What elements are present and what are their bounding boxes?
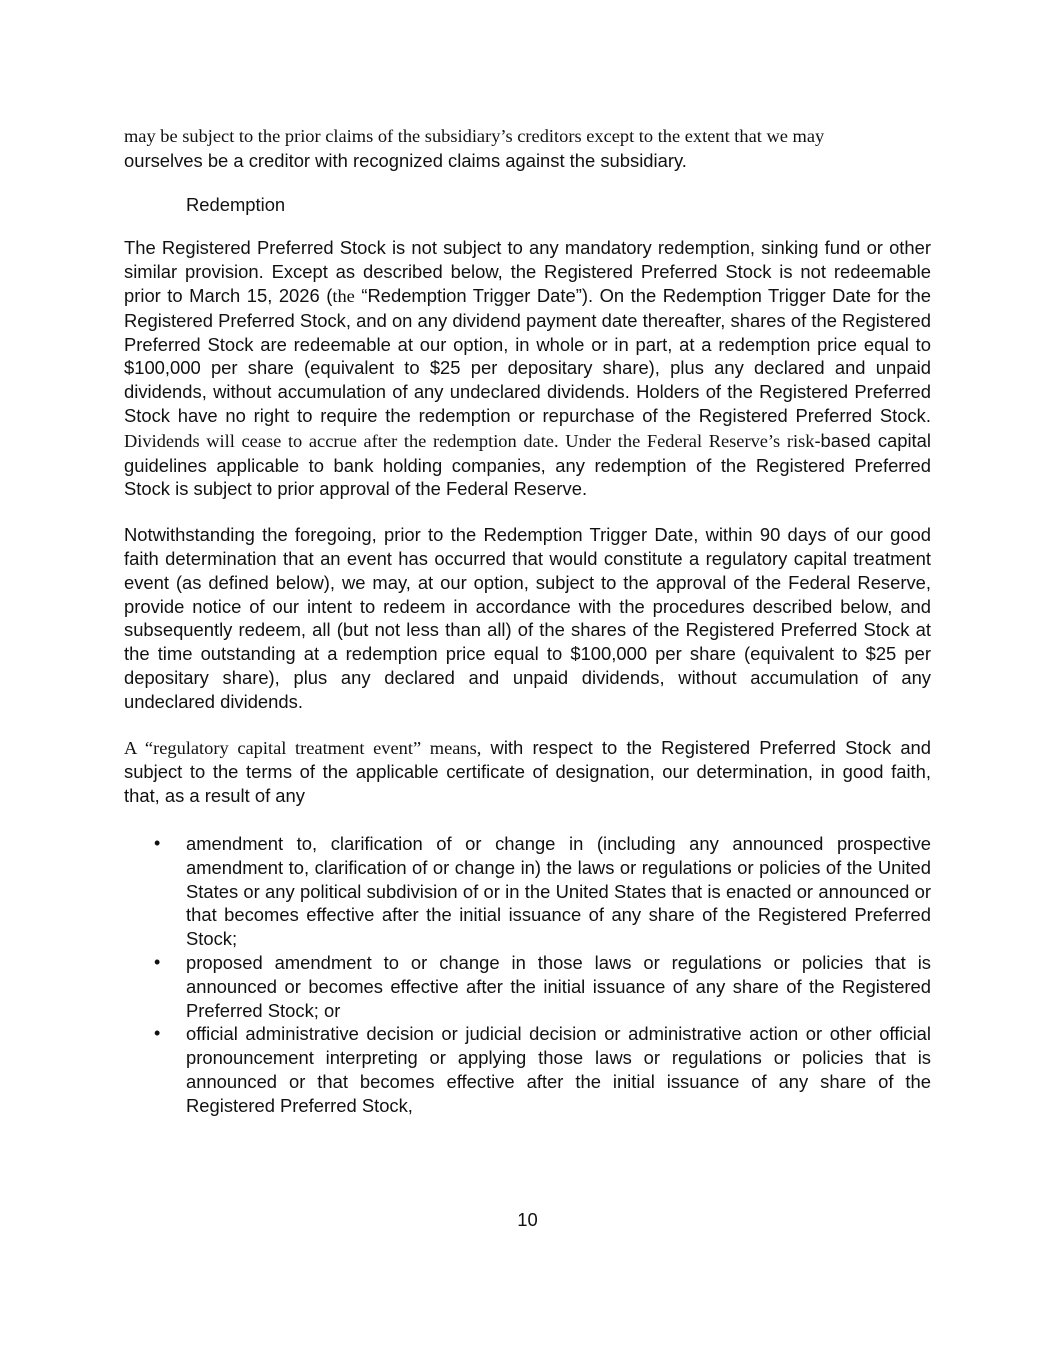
paragraph-redemption-terms [124,236,931,501]
bullet-list [124,832,931,1118]
paragraph-subsidiary-claims [124,124,931,173]
paragraph-regulatory-redemption: Notwithstanding the foregoing, prior to the Redemption Trigger Date, within 90 days of our good faith determination that an event has occurred that would constitute a regulatory capital treatment event (as defined below), we may, at our option, subject to the approval of the Federal Reserve, provide notice of our intent to redeem in accordance with the procedures described below, and subsequently redeem, all (but not less than all) of the shares of the Registered Preferred Stock at the time outstanding at a redemption price equal to $100,000 per share (equivalent to $25 per depositary share), plus any declared and unpaid dividends, without accumulation of any undeclared dividends. [124,524,931,712]
paragraph-1-serif-text: may be subject to the prior claims of the subsidiary’s creditors except to the extent that we may [124,126,825,146]
paragraph-4-serif-text: A “regulatory capital treatment event” means, [124,737,482,758]
paragraph-4-sans-text: with respect to the Registered Preferred Stock and subject to the terms of the applicable certificate of designation, our determination, in good faith, that, as a result of any [124,736,931,807]
list-item [124,951,931,1022]
paragraph-2-text-b: the [332,285,355,306]
bullet-icon: • [154,832,161,853]
list-item-text: amendment to, clarification of or change in (including any announced prospective amendment to, clarification of or change in) the laws or regulations or policies of the United States or any political subdivision of or in the United States that is enacted or announced or that becomes effective after the initial issuance of any share of the Registered Preferred Stock; [186,832,931,950]
list-item-text: official administrative decision or judicial decision or administrative action or other official pronouncement interpreting or applying those laws or regulations or policies that is announced or that becomes effective after the initial issuance of any share of the Registered Preferred Stock, [186,1023,931,1116]
list-item [124,1022,931,1117]
paragraph-2-text-c: “Redemption Trigger Date”). On the Redemption Trigger Date for the Registered Preferred Stock, and on any dividend payment date thereafter, shares of the Registered Preferred Stock are redeemable at our option, in whole or in part, at a redemption price equal to $100,000 per share (equivalent to $25 per depositary share), plus any declared and unpaid dividends, without accumulation of any undeclared dividends. Holders of the Registered Preferred Stock have no right to require the redemption or repurchase of the Registered Preferred Stock. [124,284,931,426]
bullet-icon: • [154,1023,161,1044]
section-heading-redemption: Redemption [186,193,286,215]
paragraph-2-text-a: The Registered Preferred Stock is not subject to any mandatory redemption, sinking fund or other similar provision. Except as described below, the Registered Preferred Stock is not redeemable prior to March 15, 2026 ( [124,237,931,306]
page-number: 10 [517,1209,538,1230]
paragraph-1-sans-text: ourselves be a creditor with recognized claims against the subsidiary. [124,149,687,171]
list-item-text: proposed amendment to or change in those laws or regulations or policies that is announced or becomes effective after the initial issuance of any share of the Registered Preferred Stock; or [186,951,931,1021]
paragraph-2-text-d: Dividends will cease to accrue after the redemption date. Under the Federal Reserve’s risk [124,430,815,451]
document-page [124,124,931,1117]
paragraph-regulatory-event-definition [124,736,931,808]
list-item [124,832,931,951]
bullet-icon: • [154,951,161,972]
paragraph-2-text-e: -based capital guidelines applicable to bank holding companies, any redemption of the Registered Preferred Stock is subject to prior approval of the Federal Reserve. [124,429,931,500]
